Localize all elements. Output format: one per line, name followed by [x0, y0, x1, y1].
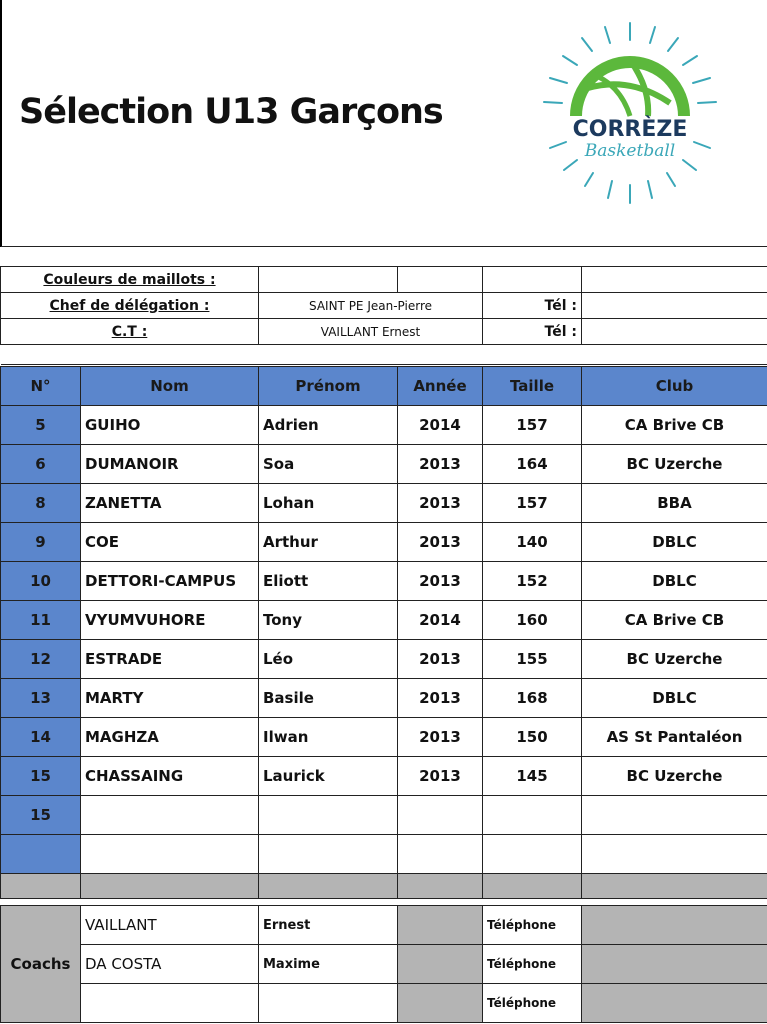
player-annee: 2013: [398, 718, 483, 757]
player-number: 15: [1, 757, 81, 796]
roster-table: [0, 366, 767, 899]
separator-cell: [1, 874, 81, 899]
coach-prenom: Maxime: [259, 945, 398, 984]
ct-tel-value: [582, 319, 767, 345]
player-prenom: Eliott: [259, 562, 398, 601]
player-club: DBLC: [582, 562, 767, 601]
coach-telephone-value: [582, 984, 767, 1023]
player-prenom: Laurick: [259, 757, 398, 796]
logo-graphic: [530, 18, 730, 213]
roster-row: [1, 757, 767, 796]
maillots-label: Couleurs de maillots :: [1, 267, 259, 293]
player-annee: 2013: [398, 562, 483, 601]
chef-row: [1, 293, 767, 319]
ct-row: [1, 319, 767, 345]
player-nom: VYUMVUHORE: [81, 601, 259, 640]
player-prenom: Lohan: [259, 484, 398, 523]
coach-gray-cell: [398, 984, 483, 1023]
player-prenom: Arthur: [259, 523, 398, 562]
coach-gray-cell: [398, 945, 483, 984]
player-number: [1, 835, 81, 874]
player-annee: 2014: [398, 601, 483, 640]
player-taille: [483, 835, 582, 874]
coach-telephone-value: [582, 906, 767, 945]
player-annee: 2013: [398, 757, 483, 796]
logo-subtext: Basketball: [584, 141, 676, 161]
player-club: BC Uzerche: [582, 757, 767, 796]
coach-gray-cell: [398, 906, 483, 945]
roster-row: [1, 562, 767, 601]
ct-tel-label: Tél :: [483, 319, 582, 345]
roster-header-row: [1, 367, 767, 406]
info-spacer-row-2: [1, 345, 767, 365]
col-header-annee: Année: [398, 367, 483, 406]
player-taille: 157: [483, 406, 582, 445]
coach-telephone-label: Téléphone: [483, 945, 582, 984]
page-left-border: [0, 0, 2, 247]
player-nom: COE: [81, 523, 259, 562]
col-header-prenom: Prénom: [259, 367, 398, 406]
ct-value: VAILLANT Ernest: [259, 319, 483, 345]
player-nom: ESTRADE: [81, 640, 259, 679]
chef-tel-label: Tél :: [483, 293, 582, 319]
player-number: 13: [1, 679, 81, 718]
player-prenom: [259, 796, 398, 835]
roster-row: [1, 601, 767, 640]
coach-telephone-value: [582, 945, 767, 984]
maillots-value-4: [582, 267, 767, 293]
player-club: [582, 835, 767, 874]
separator-cell: [582, 874, 767, 899]
player-nom: DETTORI-CAMPUS: [81, 562, 259, 601]
coachs-label: Coachs: [1, 906, 81, 1023]
player-number: 12: [1, 640, 81, 679]
coach-row: [1, 906, 767, 945]
player-number: 8: [1, 484, 81, 523]
coach-prenom: [259, 984, 398, 1023]
player-annee: 2013: [398, 484, 483, 523]
player-prenom: Léo: [259, 640, 398, 679]
roster-row: [1, 484, 767, 523]
col-header-club: Club: [582, 367, 767, 406]
ct-label: C.T :: [1, 319, 259, 345]
player-taille: 157: [483, 484, 582, 523]
player-prenom: Tony: [259, 601, 398, 640]
player-annee: 2013: [398, 445, 483, 484]
chef-tel-value: [582, 293, 767, 319]
maillots-value-2: [398, 267, 483, 293]
player-taille: 150: [483, 718, 582, 757]
player-nom: GUIHO: [81, 406, 259, 445]
player-number: 6: [1, 445, 81, 484]
player-club: CA Brive CB: [582, 406, 767, 445]
player-club: DBLC: [582, 679, 767, 718]
player-nom: DUMANOIR: [81, 445, 259, 484]
player-number: 9: [1, 523, 81, 562]
player-nom: ZANETTA: [81, 484, 259, 523]
player-prenom: Adrien: [259, 406, 398, 445]
coach-row: [1, 984, 767, 1023]
player-club: DBLC: [582, 523, 767, 562]
info-table: [0, 246, 767, 365]
player-taille: 168: [483, 679, 582, 718]
coach-nom: [81, 984, 259, 1023]
roster-row: [1, 796, 767, 835]
player-nom: MAGHZA: [81, 718, 259, 757]
roster-row: [1, 406, 767, 445]
roster-row: [1, 640, 767, 679]
page-title: Sélection U13 Garçons: [19, 92, 443, 132]
player-prenom: Ilwan: [259, 718, 398, 757]
player-club: BC Uzerche: [582, 640, 767, 679]
player-nom: [81, 835, 259, 874]
col-header-numero: N°: [1, 367, 81, 406]
player-taille: 145: [483, 757, 582, 796]
player-club: BC Uzerche: [582, 445, 767, 484]
player-annee: 2013: [398, 640, 483, 679]
player-club: CA Brive CB: [582, 601, 767, 640]
player-taille: 155: [483, 640, 582, 679]
info-spacer-row: [1, 247, 767, 267]
player-club: [582, 796, 767, 835]
player-nom: MARTY: [81, 679, 259, 718]
player-taille: 152: [483, 562, 582, 601]
player-annee: [398, 796, 483, 835]
coach-prenom: Ernest: [259, 906, 398, 945]
maillots-row: [1, 267, 767, 293]
coach-row: [1, 945, 767, 984]
player-number: 11: [1, 601, 81, 640]
player-number: 15: [1, 796, 81, 835]
coach-telephone-label: Téléphone: [483, 984, 582, 1023]
separator-row: [1, 874, 767, 899]
player-taille: 160: [483, 601, 582, 640]
separator-cell: [483, 874, 582, 899]
coach-nom: DA COSTA: [81, 945, 259, 984]
roster-row: [1, 523, 767, 562]
maillots-value-3: [483, 267, 582, 293]
player-annee: 2013: [398, 679, 483, 718]
separator-cell: [259, 874, 398, 899]
player-club: BBA: [582, 484, 767, 523]
player-nom: [81, 796, 259, 835]
player-taille: 164: [483, 445, 582, 484]
player-prenom: Basile: [259, 679, 398, 718]
roster-row: [1, 835, 767, 874]
coach-telephone-label: Téléphone: [483, 906, 582, 945]
chef-label: Chef de délégation :: [1, 293, 259, 319]
separator-cell: [398, 874, 483, 899]
player-number: 14: [1, 718, 81, 757]
chef-value: SAINT PE Jean-Pierre: [259, 293, 483, 319]
coach-nom: VAILLANT: [81, 906, 259, 945]
correze-basketball-logo: [530, 18, 730, 213]
player-number: 10: [1, 562, 81, 601]
logo-text: CORRÈZE: [572, 117, 688, 142]
player-annee: [398, 835, 483, 874]
separator-cell: [81, 874, 259, 899]
col-header-taille: Taille: [483, 367, 582, 406]
player-annee: 2014: [398, 406, 483, 445]
roster-row: [1, 679, 767, 718]
player-prenom: [259, 835, 398, 874]
roster-row: [1, 445, 767, 484]
player-club: AS St Pantaléon: [582, 718, 767, 757]
player-taille: [483, 796, 582, 835]
col-header-nom: Nom: [81, 367, 259, 406]
coaches-table: [0, 905, 767, 1023]
maillots-value-1: [259, 267, 398, 293]
player-taille: 140: [483, 523, 582, 562]
player-number: 5: [1, 406, 81, 445]
player-nom: CHASSAING: [81, 757, 259, 796]
roster-row: [1, 718, 767, 757]
player-prenom: Soa: [259, 445, 398, 484]
player-annee: 2013: [398, 523, 483, 562]
